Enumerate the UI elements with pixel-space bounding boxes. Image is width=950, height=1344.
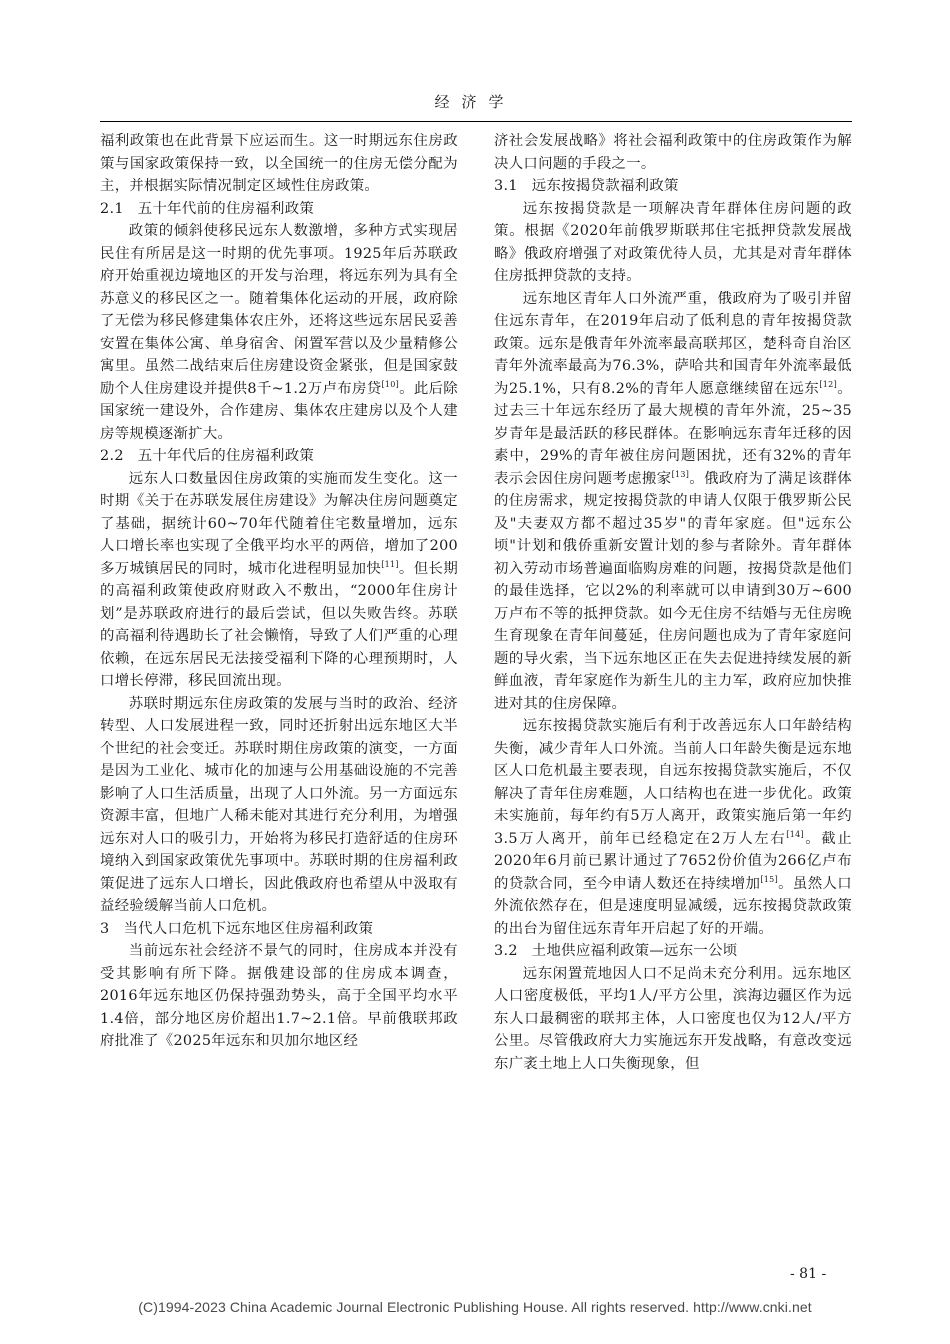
paragraph-text: 政策的倾斜使移民远东人数激增，多种方式实现居民住有所居是这一时期的优先事项。1925年后苏联政府开始重视边境地区的开发与治理，将远东列为具有全苏意义的移民区之一。随着集体化运动的开展，政府除了无偿为移民修建集体农庄外，还将这些远东居民妥善安置在集体公寓、单身宿舍、闲置军营以及少量精修公寓里。虽然二战结束后住房建设资金紧张，但是国家鼓励个人住房建设并提供8千~1.2万卢布房贷 bbox=[100, 223, 458, 397]
paragraph: 济社会发展战略》将社会福利政策中的住房政策作为解决人口问题的手段之一。 bbox=[494, 133, 852, 172]
section-heading-3-1 bbox=[494, 175, 852, 198]
section-heading-3-2 bbox=[494, 940, 852, 963]
section-title: 五十年代后的住房福利政策 bbox=[137, 448, 315, 464]
citation-ref: [14] bbox=[786, 829, 804, 839]
paragraph-text: 。此后除国家统一建设外，合作建房、集体农庄建房以及个人建房等规模逐渐扩大。 bbox=[100, 380, 458, 442]
paragraph: 远东闲置荒地因人口不足尚未充分利用。远东地区人口密度极低，平均1人/平方公里，滨海边疆区作为远东人口最稠密的联邦主体，人口密度也仅为12人/平方公里。尽管俄政府大力实施远东开发战略，有意改变远东广袤土地上人口失衡现象，但 bbox=[494, 965, 852, 1072]
paragraph bbox=[100, 220, 458, 445]
section-number: 3 bbox=[100, 920, 110, 937]
left-column bbox=[100, 130, 458, 1053]
section-heading-2-2 bbox=[100, 445, 458, 468]
section-number: 3.1 bbox=[494, 178, 518, 194]
section-title: 土地供应福利政策—远东一公顷 bbox=[531, 943, 738, 959]
paragraph bbox=[494, 288, 852, 716]
header-rule bbox=[100, 121, 852, 122]
paragraph: 当前远东社会经济不景气的同时，住房成本并没有受其影响有所下降。据俄建设部的住房成本调查，2016年远东地区仍保持强劲势头，高于全国平均水平1.4倍，部分地区房价超出1.7~2.1倍。早前俄联邦政府批准了《2025年远东和贝加尔地区经 bbox=[100, 943, 458, 1049]
paragraph-text: 远东人口数量因住房政策的实施而发生变化。这一时期《关于在苏联发展住房建设》为解决住房问题奠定了基础，据统计60~70年代随着住宅数量增加，远东人口增长率也实现了全俄平均水平的两倍，增加了200多万城镇居民的同时，城市化进程明显加快 bbox=[100, 470, 458, 577]
paragraph-text: 远东按揭贷款实施后有利于改善远东人口年龄结构失衡，减少青年人口外流。当前人口年龄失衡是远东地区人口危机最主要表现，自远东按揭贷款实施后，不仅解决了青年住房难题，人口结构也在进一步优化。政策未实施前，每年约有5万人离开，政策实施后第一年约3.5万人离开，前年已经稳定在2万人左右 bbox=[494, 718, 852, 847]
paragraph bbox=[100, 468, 458, 693]
section-number: 2.1 bbox=[100, 200, 124, 217]
citation-ref: [11] bbox=[381, 559, 399, 569]
page-number: - 81 - bbox=[790, 1266, 827, 1282]
citation-ref: [13] bbox=[671, 469, 690, 479]
running-title: 经济学 bbox=[434, 93, 516, 111]
section-heading-2-1 bbox=[100, 198, 458, 221]
section-number: 2.2 bbox=[100, 448, 124, 464]
citation-ref: [10] bbox=[381, 379, 400, 389]
paragraph-text: 。俄政府为了满足该群体的住房需求，规定按揭贷款的申请人仅限于俄罗斯公民及"夫妻双方都不超过35岁"的青年家庭。但"远东公顷"计划和俄侨重新安置计划的参与者除外。青年群体初入劳动市场普遍面临购房难的问题，按揭贷款是他们的最佳选择，它以2%的利率就可以申请到30万~600万卢布不等的抵押贷款。如今无住房不结婚与无住房晚生育现象在青年间蔓延，住房问题也成为了青年家庭问题的导火索，当下远东地区正在失去促进持续发展的新鲜血液，青年家庭作为新生儿的主力军，政府应加快推进对其的住房保障。 bbox=[494, 470, 852, 712]
citation-ref: [12] bbox=[819, 379, 837, 389]
paragraph-text: 。过去三十年远东经历了最大规模的青年外流，25~35岁青年是最活跃的移民群体。在影响远东青年迁移的因素中，29%的青年被住房问题困扰，还有32%的青年表示会因住房问题考虑搬家 bbox=[494, 380, 852, 487]
right-column bbox=[494, 130, 852, 1075]
citation-ref: [15] bbox=[760, 874, 778, 884]
section-title: 五十年代前的住房福利政策 bbox=[137, 200, 315, 217]
section-number: 3.2 bbox=[494, 943, 518, 959]
paragraph-text: 。虽然人口外流依然存在，但是速度明显减缓，远东按揭贷款政策的出台为留住远东青年开启起了好的开端。 bbox=[494, 875, 852, 937]
paragraph: 苏联时期远东住房政策的发展与当时的政治、经济转型、人口发展进程一致，同时还折射出远东地区大半个世纪的社会变迁。苏联时期住房政策的演变，一方面是因为工业化、城市化的加速与公用基础设施的不完善影响了人口生活质量，出现了人口外流。另一方面远东资源丰富，但地广人稀未能对其进行充分利用，为增强远东对人口的吸引力，开始将为移民打造舒适的住房环境纳入到国家政策优先事项中。苏联时期的住房福利政策促进了远东人口增长，因此俄政府也希望从中汲取有益经验缓解当前人口危机。 bbox=[100, 695, 458, 914]
section-title: 远东按揭贷款福利政策 bbox=[531, 178, 679, 194]
paragraph-text: 。截止2020年6月前已累计通过了7652份价值为266亿卢布的贷款合同，至今申请人数还在持续增加 bbox=[494, 830, 852, 892]
paragraph: 福利政策也在此背景下应运而生。这一时期远东住房政策与国家政策保持一致，以全国统一的住房无偿分配为主，并根据实际情况制定区域性住房政策。 bbox=[100, 133, 458, 194]
section-heading-3 bbox=[100, 918, 458, 941]
paragraph-text: 。但长期的高福利政策使政府财政入不敷出，“2000年住房计划”是苏联政府进行的最后尝试，但以失败告终。苏联的高福利待遇助长了社会懒惰，导致了人们严重的心理依赖，在远东居民无法接受福利下降的心理预期时，人口增长停滞，移民回流出现。 bbox=[100, 560, 459, 689]
paragraph: 远东按揭贷款是一项解决青年群体住房问题的政策。根据《2020年前俄罗斯联邦住宅抵押贷款发展战略》俄政府增强了对政策优待人员，尤其是对青年群体住房抵押贷款的支持。 bbox=[494, 200, 852, 284]
paragraph-text: 远东地区青年人口外流严重，俄政府为了吸引并留住远东青年，在2019年启动了低利息的青年按揭贷款政策。远东是俄青年外流率最高联邦区，楚科奇自治区青年外流率最高为76.3%，萨哈共和国青年外流率最低为25.1%，只有8.2%的青年人愿意继续留在远东 bbox=[494, 290, 852, 397]
paragraph bbox=[494, 715, 852, 940]
section-title: 当代人口危机下远东地区住房福利政策 bbox=[123, 920, 374, 937]
copyright-footer: (C)1994-2023 China Academic Journal Electronic Publishing House. All rights reserved. http://www.cnki.net bbox=[138, 1299, 812, 1315]
